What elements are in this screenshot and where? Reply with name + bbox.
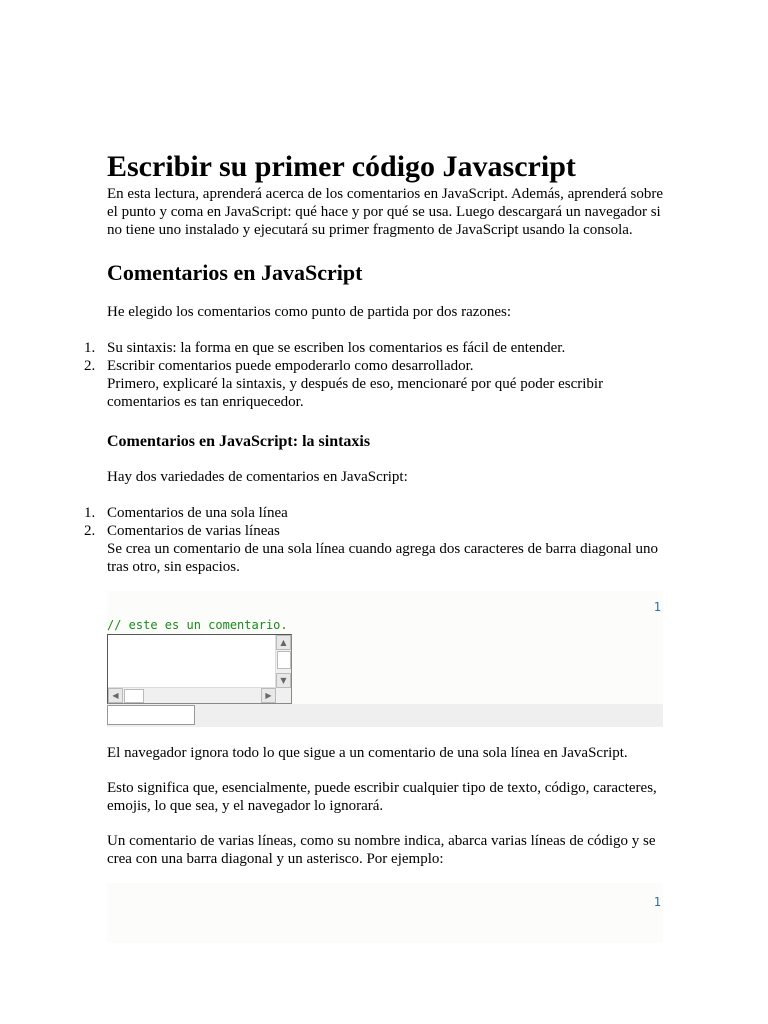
- vertical-scrollbar[interactable]: [275, 635, 291, 688]
- horizontal-scrollbar[interactable]: [108, 687, 276, 703]
- list-item: 1. Comentarios de una sola línea: [84, 505, 288, 521]
- section1-lead: He elegido los comentarios como punto de partida por dos razones:: [107, 304, 512, 320]
- scroll-down-icon[interactable]: ▼: [276, 673, 291, 688]
- scrollbar-corner: [276, 688, 291, 703]
- reasons-list: [84, 339, 663, 375]
- scroll-up-icon[interactable]: ▲: [276, 635, 291, 650]
- list-item: 2. Escribir comentarios puede empoderarlo como desarrollador.: [84, 358, 474, 374]
- line-number: 1: [653, 895, 661, 909]
- scroll-thumb-horizontal[interactable]: [124, 689, 144, 703]
- scroll-thumb-vertical[interactable]: [277, 651, 291, 669]
- code-toolbar: [107, 704, 663, 727]
- document-body: [84, 150, 663, 943]
- section2-lead: Hay dos variedades de comentarios en JavaScript:: [107, 469, 408, 485]
- paragraph-meaning: Esto significa que, esencialmente, puede escribir cualquier tipo de texto, código, caracteres, emojis, lo que sea, y el navegador lo ignorará.: [107, 780, 657, 814]
- section-heading-syntax: Comentarios en JavaScript: la sintaxis: [107, 433, 371, 450]
- list-item: 2. Comentarios de varias líneas: [84, 523, 280, 539]
- scroll-right-icon[interactable]: ▶: [261, 688, 276, 703]
- line-number: 1: [653, 600, 661, 614]
- comment-types-list: [84, 504, 663, 540]
- list-item: 1. Su sintaxis: la forma en que se escriben los comentarios es fácil de entender.: [84, 340, 566, 356]
- code-textarea[interactable]: [107, 634, 292, 704]
- code-block-single-line: [107, 591, 663, 727]
- code-block-multi-line: [107, 883, 663, 943]
- paragraph-browser-ignores: El navegador ignora todo lo que sigue a un comentario de una sola línea en JavaScript.: [107, 745, 628, 761]
- page-title: Escribir su primer código Javascript: [107, 150, 576, 183]
- paragraph-multiline: Un comentario de varias líneas, como su nombre indica, abarca varias líneas de código y se crea con una barra diagonal y un asterisco. Por ejemplo:: [107, 833, 656, 867]
- code-line: // este es un comentario.: [107, 618, 288, 632]
- section2-after-list: Se crea un comentario de una sola línea cuando agrega dos caracteres de barra diagonal uno tras otro, sin espacios.: [107, 541, 658, 575]
- code-input-field[interactable]: [107, 705, 195, 725]
- intro-paragraph: En esta lectura, aprenderá acerca de los comentarios en JavaScript. Además, aprenderá sobre el punto y coma en JavaScript: qué hace y por qué se usa. Luego descargará un navegador si no tiene uno instalado y ejecutará su primer fragmento de JavaScript usando la consola.: [107, 186, 663, 238]
- section-heading-comments: Comentarios en JavaScript: [107, 260, 363, 285]
- section1-after-list: Primero, explicaré la sintaxis, y después de eso, mencionaré por qué poder escribir comentarios es tan enriquecedor.: [107, 376, 604, 410]
- scroll-left-icon[interactable]: ◀: [108, 688, 123, 703]
